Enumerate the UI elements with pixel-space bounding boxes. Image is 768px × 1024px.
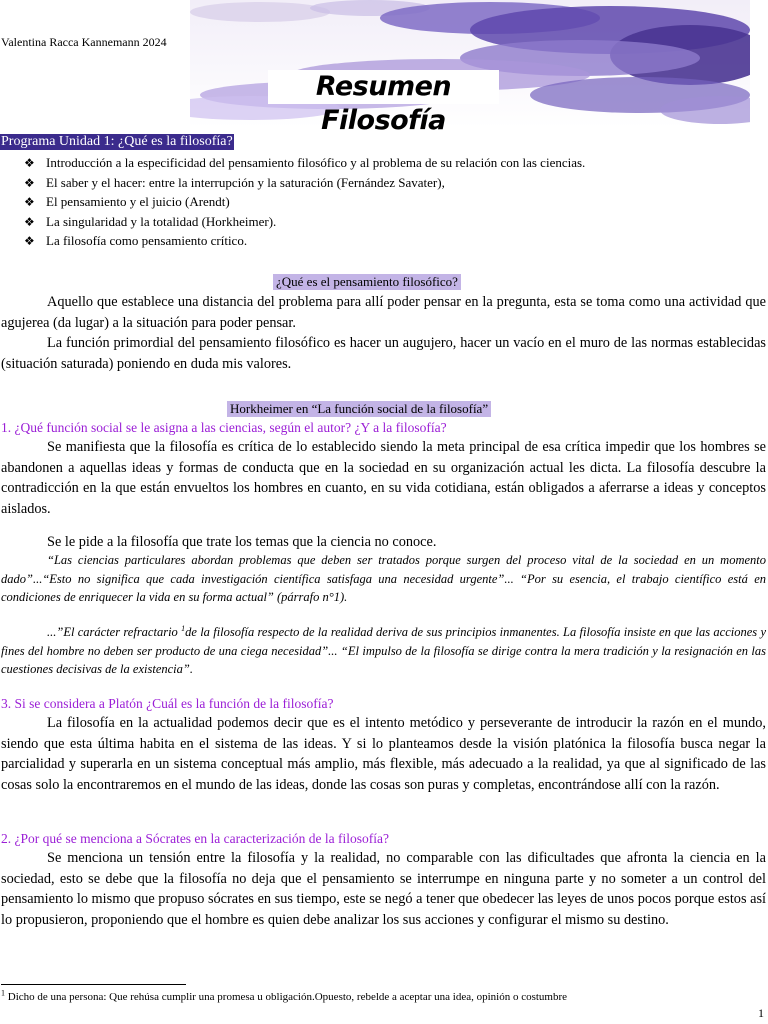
topic-text: La filosofía como pensamiento crítico. [46, 233, 248, 248]
page-number: 1 [758, 1006, 764, 1020]
topic-text: El pensamiento y el juicio (Arendt) [46, 194, 230, 209]
section-heading-horkheimer: Horkheimer en “La función social de la filosofía” [227, 401, 491, 417]
section-heading-pensamiento: ¿Qué es el pensamiento filosófico? [273, 274, 461, 290]
diamond-bullet-icon: ❖ [24, 195, 35, 209]
citation-1 [1, 551, 766, 607]
answer-3 [1, 713, 766, 795]
topic-text: La singularidad y la totalidad (Horkheimer). [46, 213, 277, 229]
quote-part: ...”El carácter refractario [47, 625, 182, 639]
list-item [24, 212, 585, 232]
diamond-bullet-icon: ❖ [24, 175, 35, 190]
quote-part: de la filosofía respecto de la realidad deriva de sus principios inmanentes. La filosofía insiste en que las acciones y fines del hombre no deben ser producto de una ciega necesidad”... “El impulso de la filosofía se dirige contra la mera tradición y la resignación en las cuestiones decisivas de la existencia”. [1, 625, 766, 676]
footnote-text: Dicho de una persona: Que rehúsa cumplir una promesa u obligación.Opuesto, rebelde a aceptar una idea, opinión o costumbre [5, 991, 568, 1003]
topic-text: Introducción a la especificidad del pensamiento filosófico y al problema de su relación con las ciencias. [46, 155, 586, 170]
question-1: 1. ¿Qué función social se le asigna a las ciencias, según el autor? ¿Y a la filosofía? [1, 420, 447, 435]
answer-1b [1, 532, 766, 553]
footnote-ref[interactable]: 1 [181, 623, 186, 633]
topic-list [24, 153, 585, 251]
document-title: Resumen Filosofía [268, 70, 499, 104]
answer-1 [1, 437, 766, 519]
question-2: 2. ¿Por qué se menciona a Sócrates en la caracterización de la filosofía? [1, 831, 389, 846]
watercolor-clouds-image [190, 0, 750, 128]
list-item [24, 173, 585, 193]
paragraph: Aquello que establece una distancia del problema para allí poder pensar en la pregunta, esta se toma como una actividad que agujerea (da lugar) a la situación para poder pensar. [1, 294, 766, 331]
unit-heading: Programa Unidad 1: ¿Qué es la filosofía? [1, 134, 233, 149]
paragraph: Se menciona un tensión entre la filosofía y la realidad, no comparable con las dificultades que afronta la ciencia en la sociedad, esto se debe que la filosofía no deja que el pensamiento se interrumpe en ninguna parte y no someter a un control del pensamiento lo mismo que propuso sócrates en sus tiempo, este se negó a tener que obedecer las leyes de unos pocos porque estos así lo propusieron, proponiendo que el hombre es quien debe analizar los sus acciones y configurar el mismo su destino. [1, 850, 766, 928]
quote-text: “Las ciencias particulares abordan problemas que deben ser tratados porque surgen del proceso vital de la sociedad en un momento dado”...“Esto no significa que cada investigación científica satisfaga una necesidad urgente”... “Por su esencia, el trabajo científico está en condiciones de enriquecer la vida en su forma actual” (párrafo n°1). [1, 553, 766, 604]
header-banner [190, 0, 750, 128]
author-label: Valentina Racca Kannemann 2024 [1, 35, 167, 49]
paragraph: La filosofía en la actualidad podemos decir que es el intento metódico y perseverante de introducir la razón en el mundo, siendo que esta última habita en el sistema de las ideas. Y si lo planteamos desde la visión platónica la filosofía busca negar la parcialidad y superarla en un sistema conceptual más amplio, más flexible, más adecuado a la realidad, ya que al significado de las cosas solo la encontraremos en el mundo de las ideas, donde las cosas son puras y completas, encontrándose allí con la razón. [1, 715, 766, 793]
citation-2 [1, 623, 766, 679]
paragraph: Se le pide a la filosofía que trate los temas que la ciencia no conoce. [47, 534, 437, 550]
diamond-bullet-icon: ❖ [24, 234, 35, 248]
topic-text: El saber y el hacer: entre la interrupción y la saturación (Fernández Savater), [46, 174, 445, 190]
quote-text [1, 623, 766, 679]
diamond-bullet-icon: ❖ [24, 156, 35, 170]
diamond-bullet-icon: ❖ [24, 214, 35, 229]
answer-2 [1, 848, 766, 930]
paragraph: La función primordial del pensamiento filosófico es hacer un augujero, hacer un vacío en el muro de las normas establecidas (situación saturada) poniendo en duda mis valores. [1, 335, 766, 372]
question-3: 3. Si se considera a Platón ¿Cuál es la función de la filosofía? [1, 696, 334, 711]
paragraph: Se manifiesta que la filosofía es crítica de lo establecido siendo la meta principal de esa crítica impedir que los hombres se abandonen a aquellas ideas y formas de conducta que en la sociedad en su organización actual les dicta. La filosofía descubre la contradicción en la que están envueltos los hombres en cuanto, en su vida cotidiana, están obligados a aferrarse a ideas y conceptos aislados. [1, 439, 766, 517]
footnote [1, 988, 568, 1003]
list-item [24, 231, 585, 251]
section1-body [1, 292, 766, 374]
footnote-mark: 1 [1, 988, 5, 998]
list-item [24, 153, 585, 173]
list-item [24, 192, 585, 212]
footnote-divider [1, 984, 186, 985]
